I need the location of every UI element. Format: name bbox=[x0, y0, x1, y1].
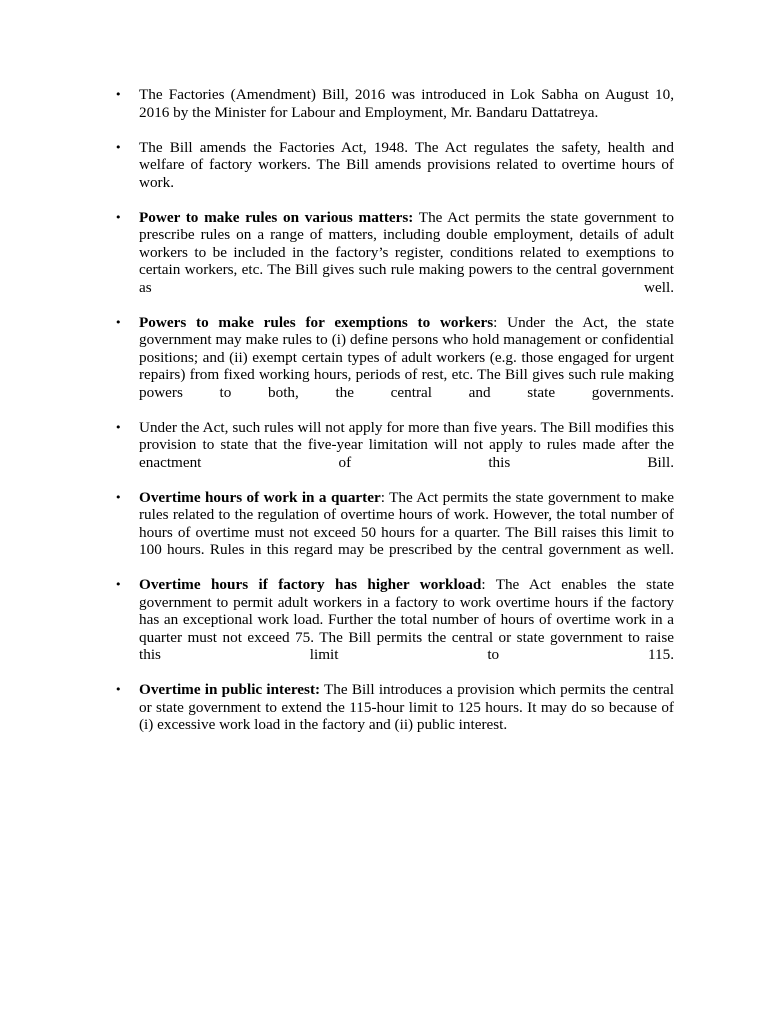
bullet-overtime-public-interest bbox=[139, 681, 674, 734]
bullet-text: : The Act permits the state government to make rules related to the regulation of overtime hours of work. However, the total number of hours of overtime must not exceed 50 hours for a quarter. The Bill raises this limit to 100 hours. Rules in this regard may be prescribed by the central government as well. bbox=[139, 488, 674, 558]
bullet-heading: Overtime hours of work in a quarter bbox=[139, 488, 381, 506]
bullet-text: The Bill introduces a provision which permits the central or state government to extend the 115-hour limit to 125 hours. It may do so because of (i) excessive work load in the factory and (ii) public interest. bbox=[139, 681, 674, 733]
bullet-text: : The Act enables the state government to permit adult workers in a factory to work overtime hours if the factory has an exceptional work load. Further the total number of hours of overtime work in a quarter must not exceed 75. The Bill permits the central or state government to raise this limit to 115. bbox=[139, 576, 674, 663]
bullet-overtime-quarter bbox=[139, 489, 674, 559]
bullet-rules-various-matters bbox=[139, 209, 674, 297]
bullet-five-year-limit bbox=[139, 419, 674, 472]
bullet-heading: Power to make rules on various matters: bbox=[139, 208, 414, 226]
bullet-bill-introduction bbox=[139, 86, 674, 121]
bullet-overtime-higher-workload bbox=[139, 576, 674, 664]
bullet-text: Under the Act, such rules will not apply for more than five years. The Bill modifies this provision to state that the five-year limitation will not apply to rules made after the enactment of this Bill. bbox=[139, 418, 674, 471]
bullet-heading: Overtime hours if factory has higher workload bbox=[139, 576, 482, 593]
bullet-heading: Powers to make rules for exemptions to workers bbox=[139, 313, 494, 331]
bullet-rules-exemptions bbox=[139, 314, 674, 402]
bullet-text: The Bill amends the Factories Act, 1948. The Act regulates the safety, health and welfare of factory workers. The Bill amends provisions related to overtime hours of work. bbox=[139, 138, 674, 191]
bullet-text: The Act permits the state government to prescribe rules on a range of matters, including double employment, details of adult workers to be included in the factory’s register, conditions related to exemptions to certain workers, etc. The Bill gives such rule making powers to the central government as well. bbox=[139, 208, 674, 296]
bullet-text: The Factories (Amendment) Bill, 2016 was introduced in Lok Sabha on August 10, 2016 by the Minister for Labour and Employment, Mr. Bandaru Dattatreya. bbox=[139, 86, 674, 121]
bullet-heading: Overtime in public interest: bbox=[139, 681, 321, 698]
bullet-list bbox=[139, 86, 674, 751]
bullet-act-amendment bbox=[139, 139, 674, 192]
bullet-text: : Under the Act, the state government may make rules to (i) define persons who hold management or confidential positions; and (ii) exempt certain types of adult workers (e.g. those engaged for urgent repairs) from fixed working hours, periods of rest, etc. The Bill gives such rule making powers to both, the central and state governments. bbox=[139, 313, 674, 401]
